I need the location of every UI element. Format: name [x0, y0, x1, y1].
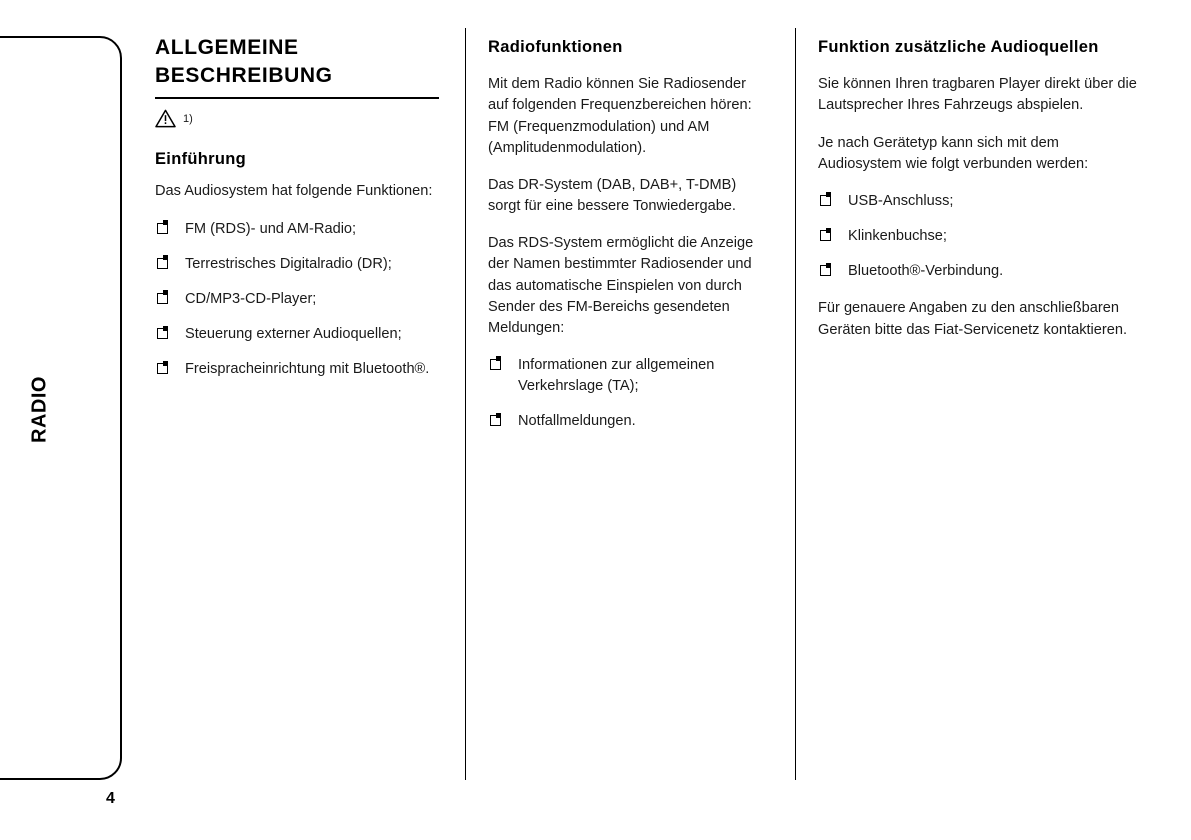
- section-tab-frame: [0, 36, 122, 780]
- list-item: Informationen zur allgemeinen Verkehrslage (TA);: [488, 355, 769, 397]
- intro-paragraph: Das Audiosystem hat folgende Funktionen:: [155, 183, 433, 200]
- heading-radiofunktionen: Radiofunktionen: [488, 38, 623, 56]
- closing-paragraph: Für genauere Angaben zu den anschließbaren Geräten bitte das Fiat-Servicenetz kontaktieren.: [818, 300, 1128, 338]
- list-item: FM (RDS)- und AM-Radio;: [155, 219, 439, 240]
- content-columns: [155, 28, 1161, 780]
- paragraph: Mit dem Radio können Sie Radiosender auf folgenden Frequenzbereichen hören: FM (Frequenzmodulation) und AM (Amplitudenmodulation).: [488, 76, 752, 156]
- list-item: Steuerung externer Audioquellen;: [155, 324, 439, 345]
- connection-list: [818, 191, 1140, 282]
- paragraph: Das RDS-System ermöglicht die Anzeige der Namen bestimmter Radiosender und das automatische Einspielen von durch Sender des FM-Bereichs gesendeten Meldungen:: [488, 235, 754, 336]
- list-item: Freispracheinrichtung mit Bluetooth®.: [155, 359, 439, 380]
- warning-reference: 1): [183, 112, 193, 125]
- list-item: Klinkenbuchse;: [818, 226, 1140, 247]
- rds-list: [488, 355, 769, 432]
- paragraph: Je nach Gerätetyp kann sich mit dem Audiosystem wie folgt verbunden werden:: [818, 134, 1089, 172]
- warning-triangle-icon: [155, 109, 176, 128]
- feature-list: [155, 219, 439, 381]
- column-middle: [465, 28, 795, 780]
- paragraph: Sie können Ihren tragbaren Player direkt über die Lautsprecher Ihres Fahrzeugs abspielen.: [818, 76, 1137, 114]
- column-right: [795, 28, 1140, 780]
- heading-zusaetzliche-audioquellen: Funktion zusätzliche Audioquellen: [818, 38, 1099, 56]
- paragraph: Das DR-System (DAB, DAB+, T-DMB) sorgt für eine bessere Tonwiedergabe.: [488, 176, 737, 215]
- page-title: ALLGEMEINE BESCHREIBUNG: [155, 36, 333, 87]
- list-item: Bluetooth®-Verbindung.: [818, 261, 1140, 282]
- list-item: CD/MP3-CD-Player;: [155, 289, 439, 310]
- section-label-radio: RADIO: [28, 376, 51, 444]
- subheading-einfuehrung: Einführung: [155, 150, 246, 169]
- column-left: [155, 28, 465, 780]
- list-item: Terrestrisches Digitalradio (DR);: [155, 254, 439, 275]
- list-item: Notfallmeldungen.: [488, 411, 769, 432]
- title-divider: [155, 97, 439, 99]
- page-number: 4: [106, 790, 115, 807]
- list-item: USB-Anschluss;: [818, 191, 1140, 212]
- warning-note: [155, 109, 439, 128]
